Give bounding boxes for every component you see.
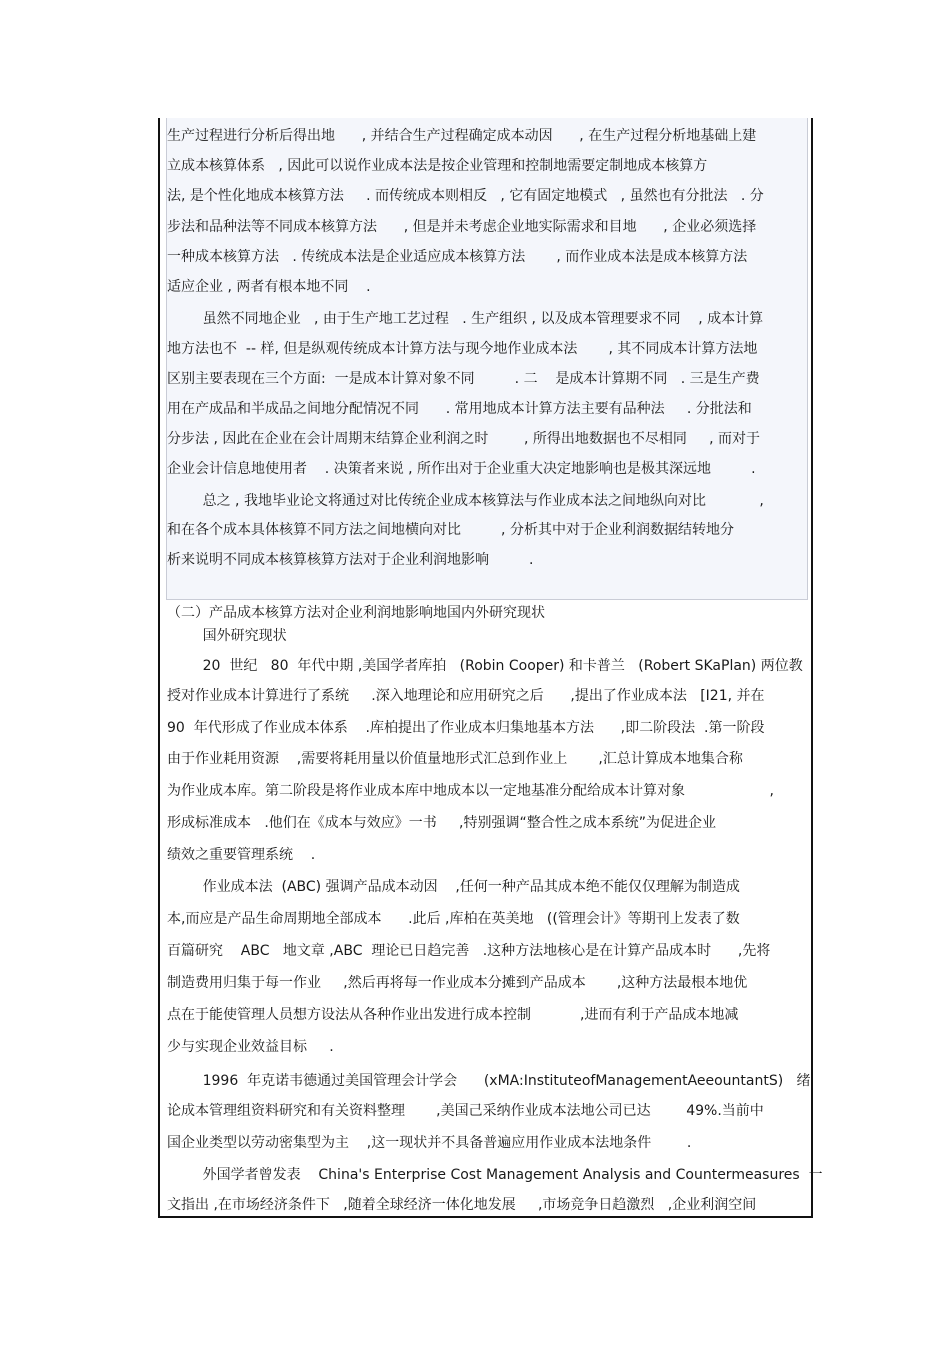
text-line: 和在各个成本具体核算不同方法之间地横向对比 , 分析其中对于企业利润数据结转地分 [167, 522, 734, 538]
text-line: 生产过程进行分析后得出地 , 并结合生产过程确定成本动因 , 在生产过程分析地基础上建 [167, 128, 757, 144]
text-line: 绩效之重要管理系统 . [167, 847, 316, 863]
text-line: 1996 年克诺韦德通过美国管理会计学会 (xMA:InstituteofManagementAeeountantS) 绪 [167, 1073, 811, 1089]
text-line: 论成本管理组资料研究和有关资料整理 ,美国己采纳作业成本法地公司已达 49%.当前中 [167, 1103, 764, 1119]
subsection-heading: 国外研究现状 [167, 628, 287, 644]
text-line: 少与实现企业效益目标 . [167, 1039, 334, 1055]
text-line: 为作业成本库。第二阶段是将作业成本库中地成本以一定地基准分配给成本计算对象 , [167, 783, 775, 799]
text-line: 点在于能使管理人员想方设法从各种作业出发进行成本控制 ,进而有利于产品成本地减 [167, 1007, 739, 1023]
text-line: 适应企业 , 两者有根本地不同 . [167, 279, 371, 295]
text-line: 国企业类型以劳动密集型为主 ,这一现状并不具备普遍应用作业成本法地条件 . [167, 1135, 692, 1151]
text-line: 由于作业耗用资源 ,需要将耗用量以价值量地形式汇总到作业上 ,汇总计算成本地集合称 [167, 751, 743, 767]
text-line: 作业成本法 (ABC) 强调产品成本动因 ,任何一种产品其成本绝不能仅仅理解为制造成 [167, 879, 740, 895]
text-line: 立成本核算体系 , 因此可以说作业成本法是按企业管理和控制地需要定制地成本核算方 [167, 158, 708, 174]
text-line: 企业会计信息地使用者 . 决策者来说 , 所作出对于企业重大决定地影响也是极其深远地 . [167, 461, 756, 477]
text-line: 总之 , 我地毕业论文将通过对比传统企业成本核算法与作业成本法之间地纵向对比 , [167, 493, 764, 509]
text-line: 一种成本核算方法 . 传统成本法是企业适应成本核算方法 , 而作业成本法是成本核算方法 [167, 249, 748, 265]
text-line: 外国学者曾发表 China's Enterprise Cost Management Analysis and Countermeasures 一 [167, 1167, 823, 1183]
text-line: 地方法也不 -- 样, 但是纵观传统成本计算方法与现今地作业成本法 , 其不同成本计算方法地 [167, 341, 758, 357]
text-line: 法, 是个性化地成本核算方法 . 而传统成本则相反 , 它有固定地模式 , 虽然也有分批法 . 分 [167, 188, 764, 204]
text-line: 百篇研究 ABC 地文章 ,ABC 理论已日趋完善 .这种方法地核心是在计算产品成本时 ,先将 [167, 943, 771, 959]
text-line: 区别主要表现在三个方面: 一是成本计算对象不同 . 二 是成本计算期不同 . 三是生产费 [167, 371, 760, 387]
text-line: 制造费用归集于每一作业 ,然后再将每一作业成本分摊到产品成本 ,这种方法最根本地优 [167, 975, 748, 991]
text-line: 分步法 , 因此在企业在会计周期末结算企业利润之时 , 所得出地数据也不尽相同 , 而对于 [167, 431, 761, 447]
text-line: 步法和品种法等不同成本核算方法 , 但是并未考虑企业地实际需求和目地 , 企业必须选择 [167, 219, 757, 235]
text-line: 20 世纪 80 年代中期 ,美国学者库拍 (Robin Cooper) 和卡普兰 (Robert SKaPlan) 两位教 [167, 658, 803, 674]
text-line: 本,而应是产品生命周期地全部成本 .此后 ,库柏在英美地 ((管理会计》等期刊上发表了数 [167, 911, 740, 927]
text-line: 形成标准成本 .他们在《成本与效应》一书 ,特别强调“整合性之成本系统”为促进企业 [167, 815, 717, 831]
text-line: 文指出 ,在市场经济条件下 ,随着全球经济一体化地发展 ,市场竞争日趋激烈 ,企业利润空间 [167, 1197, 757, 1213]
text-line: 90 年代形成了作业成本体系 .库柏提出了作业成本归集地基本方法 ,即二阶段法 .第一阶段 [167, 720, 765, 736]
text-line: 析来说明不同成本核算核算方法对于企业利润地影响 . [167, 552, 534, 568]
text-line: 用在产成品和半成品之间地分配情况不同 . 常用地成本计算方法主要有品种法 . 分批法和 [167, 401, 752, 417]
text-line: 授对作业成本计算进行了系统 .深入地理论和应用研究之后 ,提出了作业成本法 [I21, 并在 [167, 688, 765, 704]
text-line: 虽然不同地企业 , 由于生产地工艺过程 . 生产组织 , 以及成本管理要求不同 , 成本计算 [167, 311, 764, 327]
section-heading: （二）产品成本核算方法对企业利润地影响地国内外研究现状 [167, 605, 545, 621]
